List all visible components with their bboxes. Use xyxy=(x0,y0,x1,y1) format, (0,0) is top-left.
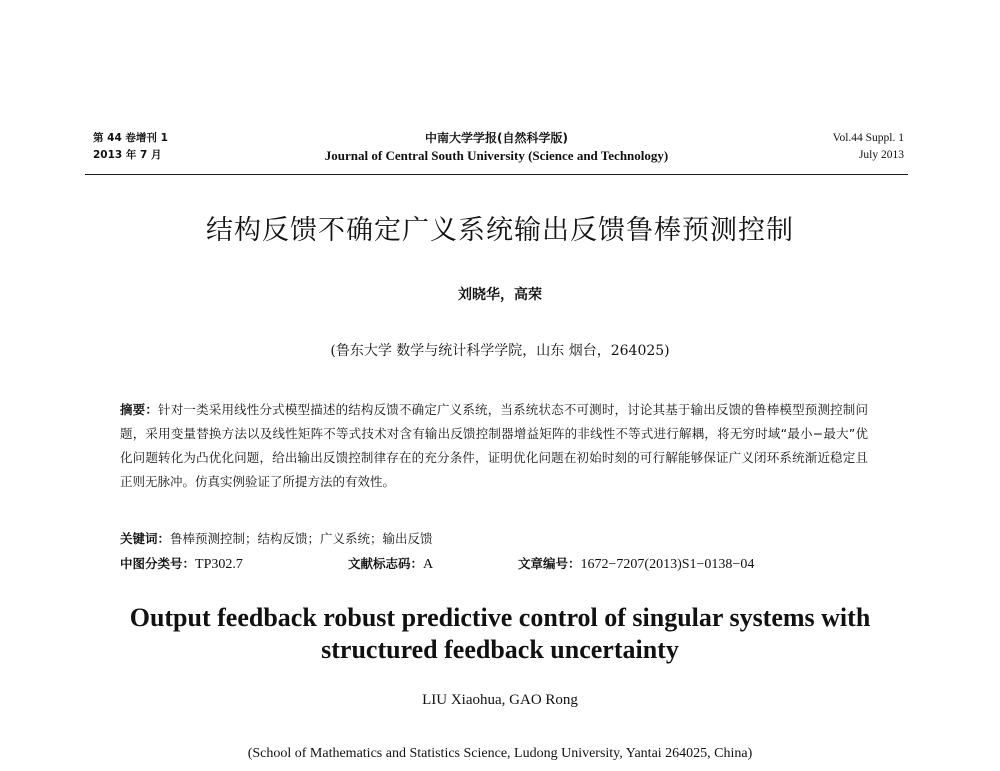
abstract-cn xyxy=(120,398,868,494)
keywords-label: 关键词： xyxy=(120,531,171,546)
affiliation-cn: (鲁东大学 数学与统计科学学院，山东 烟台，264025) xyxy=(330,343,670,359)
header-journal-en: Journal of Central South University (Science and Technology) xyxy=(324,148,669,163)
header-date-en: July 2013 xyxy=(858,149,904,161)
affiliation-en: (School of Mathematics and Statistics Science, Ludong University, Yantai 264025, China) xyxy=(247,746,753,761)
clc-number xyxy=(120,554,243,575)
header-date-cn: 2013 年 7 月 xyxy=(93,149,162,161)
header-journal-cn: 中南大学学报(自然科学版) xyxy=(425,131,568,145)
keywords-text: 鲁棒预测控制；结构反馈；广义系统；输出反馈 xyxy=(170,531,433,546)
article-number xyxy=(518,554,754,575)
document-code-value: A xyxy=(423,557,434,572)
header-volume-en: Vol.44 Suppl. 1 xyxy=(832,132,904,144)
title-en-line1: Output feedback robust predictive control of singular systems with xyxy=(129,603,871,632)
authors-en: LIU Xiaohua, GAO Rong xyxy=(422,692,578,708)
clc-value: TP302.7 xyxy=(195,557,243,572)
authors-cn: 刘晓华，高荣 xyxy=(458,287,542,303)
title-cn: 结构反馈不确定广义系统输出反馈鲁棒预测控制 xyxy=(206,215,794,246)
journal-header xyxy=(85,130,908,175)
document-code-label: 文献标志码： xyxy=(348,556,424,571)
header-journal-name xyxy=(85,130,908,164)
document-code xyxy=(348,554,433,575)
article-number-value: 1672−7207(2013)S1−0138−04 xyxy=(580,557,755,572)
keywords-cn xyxy=(120,529,433,549)
title-en xyxy=(0,602,1000,666)
abstract-label: 摘要： xyxy=(120,402,159,417)
header-volume-info xyxy=(833,130,904,164)
title-en-line2: structured feedback uncertainty xyxy=(321,635,679,664)
clc-label: 中图分类号： xyxy=(120,556,196,571)
abstract-text: 针对一类采用线性分式模型描述的结构反馈不确定广义系统，当系统状态不可测时，讨论其基于输出反馈的鲁棒模型预测控制问题，采用变量替换方法以及线性矩阵不等式技术对含有输出反馈控制器增益矩阵的非线性不等式进行解耦，将无穷时域“最小−最大”优化问题转化为凸优化问题，给出输出反馈控制律存在的充分条件，证明优化问题在初始时刻的可行解能够保证广义闭环系统渐近稳定且正则无脉冲。仿真实例验证了所提方法的有效性。 xyxy=(120,402,868,489)
article-number-label: 文章编号： xyxy=(518,556,581,571)
header-issue-cn: 第 44 卷增刊 1 xyxy=(93,132,168,144)
